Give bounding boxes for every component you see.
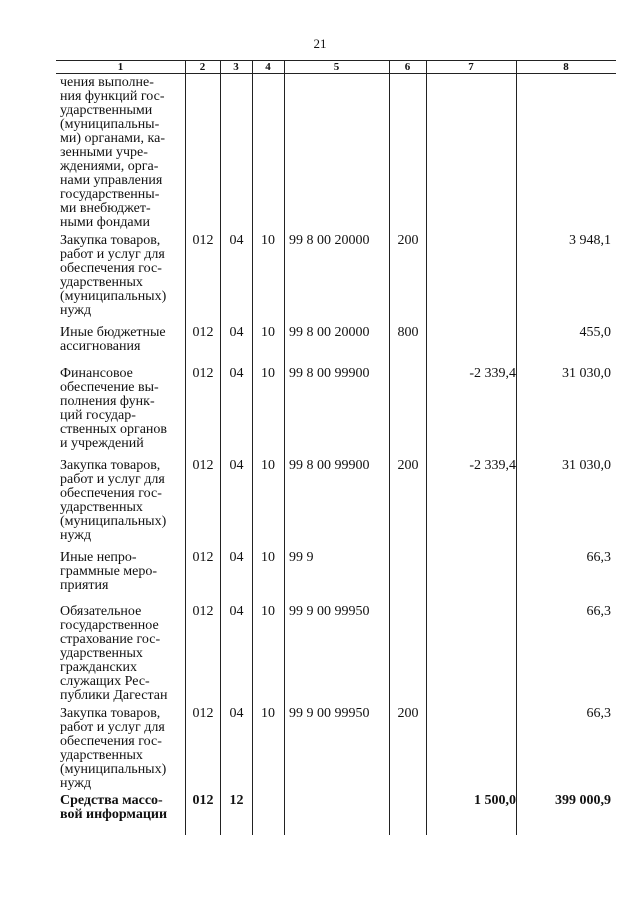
section-cell: 04 xyxy=(229,706,244,721)
column-header-5: 5 xyxy=(333,61,340,73)
code-cell: 012 xyxy=(192,233,214,248)
total-amount-cell: 66,3 xyxy=(586,604,611,619)
row-name-cell: Средства массо- вой информации xyxy=(60,793,168,822)
total-amount-cell: 399 000,9 xyxy=(555,793,611,808)
section-cell: 04 xyxy=(229,366,244,381)
target-article-cell: 99 9 00 99950 xyxy=(289,604,370,619)
target-article-cell: 99 9 00 99950 xyxy=(289,706,370,721)
column-header-3: 3 xyxy=(233,61,239,73)
row-name-cell: чения выполне- ния функций гос- ударственными (муниципальны- ми) органами, ка- зенными учре- ждениями, орга- нами управления государственны- ми внебюджет- ными фондами xyxy=(60,75,165,230)
total-amount-cell: 66,3 xyxy=(586,706,611,721)
subsection-cell: 10 xyxy=(261,706,275,721)
expense-type-cell: 200 xyxy=(397,233,419,248)
subsection-cell: 10 xyxy=(261,233,275,248)
section-cell: 12 xyxy=(229,793,244,808)
column-header-1: 1 xyxy=(117,61,124,73)
total-amount-cell: 31 030,0 xyxy=(562,366,611,381)
column-header-7: 7 xyxy=(468,61,474,73)
subsection-cell: 10 xyxy=(261,458,275,473)
code-cell: 012 xyxy=(192,793,214,808)
total-amount-cell: 3 948,1 xyxy=(569,233,611,248)
subsection-cell: 10 xyxy=(261,325,275,340)
code-cell: 012 xyxy=(192,604,214,619)
row-name-cell: Закупка товаров, работ и услуг для обеспечения гос- ударственных (муниципальных) нужд xyxy=(60,458,167,543)
total-amount-cell: 66,3 xyxy=(586,550,611,565)
column-header-8: 8 xyxy=(563,61,569,73)
column-header-4: 4 xyxy=(265,61,271,73)
subsection-cell: 10 xyxy=(261,550,275,565)
code-cell: 012 xyxy=(192,325,214,340)
subsection-cell: 10 xyxy=(261,604,275,619)
code-cell: 012 xyxy=(192,550,214,565)
row-name-cell: Финансовое обеспечение вы- полнения функ- ций государ- ственных органов и учреждений xyxy=(60,366,168,451)
section-cell: 04 xyxy=(229,233,244,248)
target-article-cell: 99 8 00 99900 xyxy=(289,458,370,473)
code-cell: 012 xyxy=(192,706,214,721)
row-name-cell: Обязательное государственное страхование гос- ударственных гражданских служащих Рес- публики Дагестан xyxy=(60,604,168,703)
target-article-cell: 99 8 00 20000 xyxy=(289,233,370,248)
expense-type-cell: 800 xyxy=(397,325,419,340)
row-name-cell: Закупка товаров, работ и услуг для обеспечения гос- ударственных (муниципальных) нужд xyxy=(60,706,167,791)
section-cell: 04 xyxy=(229,604,244,619)
header-bottom-border xyxy=(56,73,616,74)
budget-table xyxy=(56,60,616,835)
change-amount-cell: -2 339,4 xyxy=(469,458,516,473)
section-cell: 04 xyxy=(229,458,244,473)
total-amount-cell: 31 030,0 xyxy=(562,458,611,473)
expense-type-cell: 200 xyxy=(397,458,419,473)
section-cell: 04 xyxy=(229,550,244,565)
target-article-cell: 99 8 00 99900 xyxy=(289,366,370,381)
code-cell: 012 xyxy=(192,458,214,473)
expense-type-cell: 200 xyxy=(397,706,419,721)
page-number: 21 xyxy=(313,36,327,51)
total-amount-cell: 455,0 xyxy=(579,325,611,340)
column-header-6: 6 xyxy=(404,61,411,73)
column-divider xyxy=(426,60,427,835)
change-amount-cell: 1 500,0 xyxy=(474,793,516,808)
subsection-cell: 10 xyxy=(261,366,275,381)
target-article-cell: 99 9 xyxy=(289,550,314,565)
section-cell: 04 xyxy=(229,325,244,340)
change-amount-cell: -2 339,4 xyxy=(469,366,516,381)
column-header-2: 2 xyxy=(199,61,206,73)
code-cell: 012 xyxy=(192,366,214,381)
row-name-cell: Иные непро- граммные меро- приятия xyxy=(60,550,158,593)
row-name-cell: Закупка товаров, работ и услуг для обеспечения гос- ударственных (муниципальных) нужд xyxy=(60,233,167,318)
target-article-cell: 99 8 00 20000 xyxy=(289,325,370,340)
row-name-cell: Иные бюджетные ассигнования xyxy=(60,325,166,354)
